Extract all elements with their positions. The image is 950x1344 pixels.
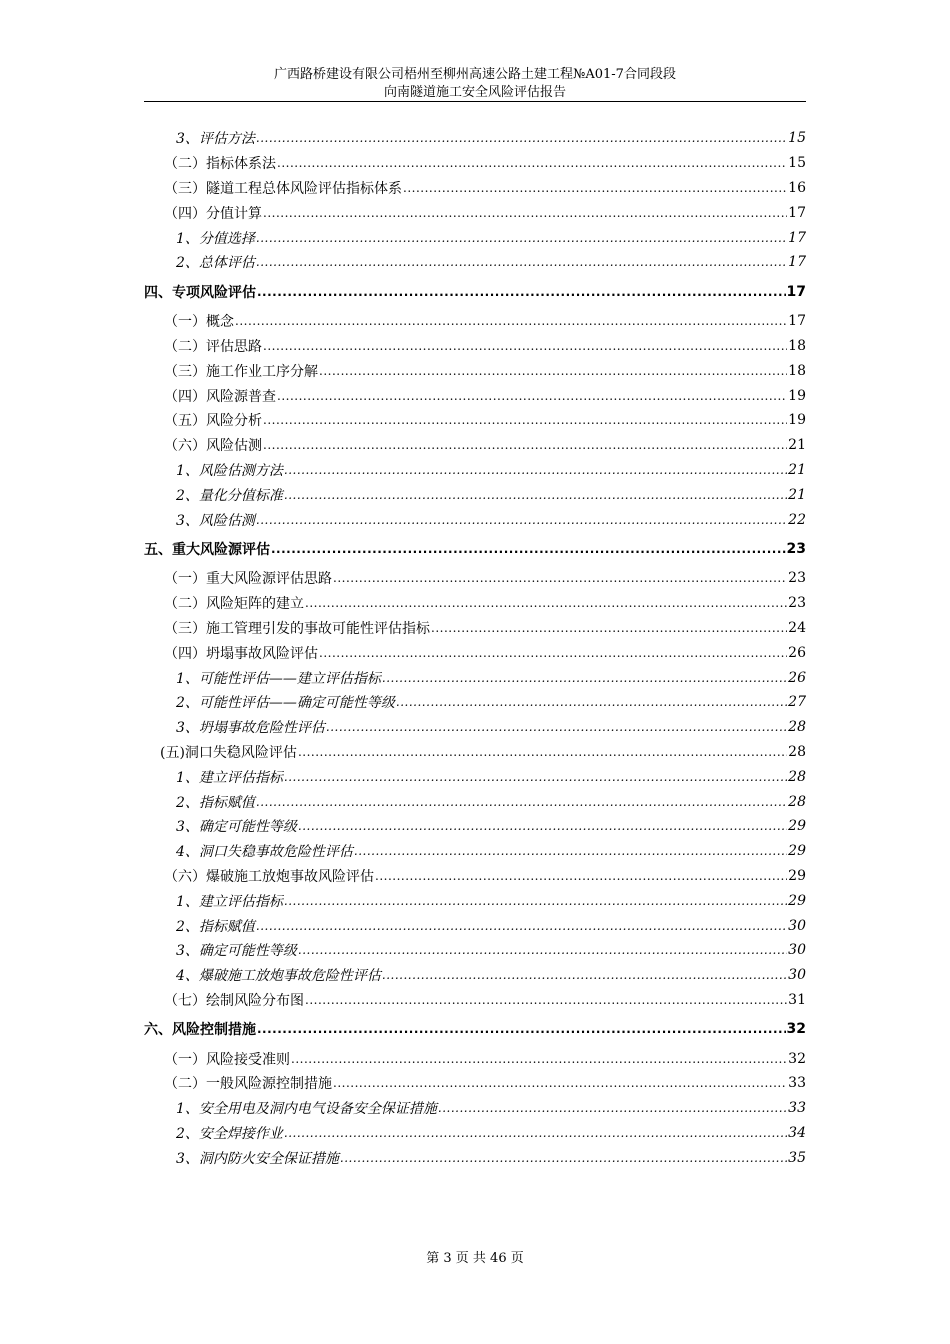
toc-entry-page-number: 33 (788, 1075, 806, 1092)
toc-leader-dots (326, 720, 787, 734)
toc-entry-label: 2、总体评估 (176, 255, 255, 272)
toc-entry-label: 3、风险估测 (176, 512, 255, 529)
toc-entry[interactable] (144, 864, 806, 889)
toc-entry-label: （二）一般风险源控制措施 (164, 1076, 332, 1093)
toc-entry-label: （二）评估思路 (164, 338, 262, 355)
toc-leader-dots (431, 621, 787, 635)
toc-entry-page-number: 21 (788, 437, 806, 454)
toc-entry-page-number: 26 (788, 644, 806, 661)
toc-entry[interactable] (144, 1071, 806, 1096)
toc-entry-label: 3、确定可能性等级 (176, 819, 297, 836)
toc-entry-label: 1、建立评估指标 (176, 769, 283, 786)
toc-entry-label: 1、可能性评估——建立评估指标 (176, 670, 381, 687)
toc-entry[interactable] (144, 1121, 806, 1146)
toc-entry-label: 4、洞口失稳事故危险性评估 (176, 844, 353, 861)
toc-entry-page-number: 15 (788, 155, 806, 172)
toc-entry-page-number: 29 (788, 843, 806, 860)
toc-entry-page-number: 27 (788, 694, 806, 711)
toc-leader-dots (298, 819, 787, 833)
toc-entry-label: （二）风险矩阵的建立 (164, 596, 304, 613)
toc-entry-page-number: 33 (788, 1100, 806, 1117)
toc-entry-page-number: 17 (788, 204, 806, 221)
toc-entry[interactable] (144, 640, 806, 665)
toc-leader-dots (396, 695, 787, 709)
toc-entry-label: 四、专项风险评估 (144, 284, 256, 301)
header-line-1: 广西路桥建设有限公司梧州至柳州高速公路土建工程№A01-7合同段段 (274, 67, 676, 82)
toc-entry[interactable] (144, 408, 806, 433)
toc-entry-page-number: 35 (788, 1149, 806, 1166)
toc-entry-label: 3、坍塌事故危险性评估 (176, 720, 325, 737)
toc-entry-page-number: 16 (788, 179, 806, 196)
toc-entry[interactable] (144, 789, 806, 814)
toc-entry-page-number: 17 (788, 313, 806, 330)
toc-entry-page-number: 15 (788, 130, 806, 147)
toc-leader-dots (319, 364, 787, 378)
toc-entry[interactable] (144, 715, 806, 740)
toc-leader-dots (256, 131, 787, 145)
toc-leader-dots (319, 646, 787, 660)
toc-entry[interactable] (144, 507, 806, 532)
toc-leader-dots (305, 596, 787, 610)
toc-entry-label: 4、爆破施工放炮事故危险性评估 (176, 968, 381, 985)
toc-entry-label: 2、可能性评估——确定可能性等级 (176, 695, 395, 712)
toc-entry[interactable] (144, 764, 806, 789)
toc-entry-label: 2、量化分值标准 (176, 487, 283, 504)
toc-entry[interactable] (144, 1145, 806, 1170)
toc-entry[interactable] (144, 176, 806, 201)
toc-entry-label: 五、重大风险源评估 (144, 541, 270, 558)
toc-entry-page-number: 18 (788, 337, 806, 354)
toc-entry[interactable] (144, 888, 806, 913)
toc-entry[interactable] (144, 334, 806, 359)
toc-leader-dots (284, 770, 787, 784)
toc-entry-label: （四）坍塌事故风险评估 (164, 645, 318, 662)
toc-entry-page-number: 21 (788, 486, 806, 503)
toc-leader-dots (263, 413, 787, 427)
toc-entry[interactable] (144, 913, 806, 938)
toc-entry-label: （一）概念 (164, 314, 234, 331)
toc-entry[interactable] (144, 740, 806, 765)
toc-leader-dots (263, 206, 787, 220)
toc-entry-label: （六）风险估测 (164, 438, 262, 455)
toc-entry-page-number: 23 (786, 540, 806, 557)
toc-entry[interactable] (144, 458, 806, 483)
toc-entry[interactable] (144, 616, 806, 641)
toc-entry-label: 六、风险控制措施 (144, 1022, 256, 1039)
toc-leader-dots (235, 314, 787, 328)
toc-entry-page-number: 17 (786, 283, 806, 300)
toc-entry[interactable] (144, 1046, 806, 1071)
toc-entry-page-number: 29 (788, 892, 806, 909)
toc-entry-label: 3、洞内防火安全保证措施 (176, 1150, 339, 1167)
toc-entry-page-number: 30 (788, 942, 806, 959)
toc-entry[interactable] (144, 938, 806, 963)
toc-entry-label: 2、安全焊接作业 (176, 1126, 283, 1143)
toc-entry-label: 1、安全用电及洞内电气设备安全保证措施 (176, 1101, 437, 1118)
toc-entry-page-number: 30 (788, 917, 806, 934)
toc-leader-dots (257, 1022, 786, 1036)
toc-entry-page-number: 19 (788, 412, 806, 429)
toc-entry-label: （一）风险接受准则 (164, 1051, 290, 1068)
toc-entry[interactable] (144, 433, 806, 458)
toc-entry-label: 1、建立评估指标 (176, 893, 283, 910)
toc-leader-dots (256, 231, 787, 245)
toc-entry-page-number: 31 (788, 991, 806, 1008)
toc-entry[interactable] (144, 988, 806, 1013)
toc-entry-page-number: 23 (788, 570, 806, 587)
toc-leader-dots (403, 181, 787, 195)
toc-entry-label: 2、指标赋值 (176, 794, 255, 811)
toc-entry[interactable] (144, 250, 806, 275)
toc-entry-label: 2、指标赋值 (176, 918, 255, 935)
toc-entry-page-number: 23 (788, 595, 806, 612)
toc-leader-dots (305, 993, 787, 1007)
table-of-contents (144, 126, 806, 1170)
page-header (144, 66, 806, 102)
toc-entry[interactable] (144, 839, 806, 864)
toc-entry-page-number: 18 (788, 362, 806, 379)
toc-entry-label: （六）爆破施工放炮事故风险评估 (164, 868, 374, 885)
toc-entry-page-number: 28 (788, 793, 806, 810)
toc-leader-dots (340, 1151, 787, 1165)
toc-entry-label: （四）风险源普查 (164, 388, 276, 405)
toc-entry-page-number: 24 (788, 619, 806, 636)
toc-entry[interactable] (144, 225, 806, 250)
toc-leader-dots (256, 255, 787, 269)
toc-entry-label: (五)洞口失稳风险评估 (160, 744, 297, 761)
toc-entry[interactable] (144, 358, 806, 383)
page-footer: 第 3 页 共 46 页 (426, 1251, 524, 1266)
toc-entry-label: 3、确定可能性等级 (176, 943, 297, 960)
toc-leader-dots (382, 968, 787, 982)
toc-entry-page-number: 28 (788, 768, 806, 785)
toc-leader-dots (298, 745, 787, 759)
toc-entry-page-number: 22 (788, 511, 806, 528)
toc-leader-dots (277, 389, 787, 403)
toc-entry[interactable] (144, 665, 806, 690)
toc-leader-dots (256, 795, 787, 809)
toc-leader-dots (256, 919, 787, 933)
toc-leader-dots (284, 488, 787, 502)
toc-entry[interactable] (144, 200, 806, 225)
toc-leader-dots (291, 1052, 787, 1066)
toc-leader-dots (271, 542, 786, 556)
toc-entry[interactable] (144, 275, 806, 309)
header-rule (144, 101, 806, 102)
toc-entry[interactable] (144, 566, 806, 591)
toc-entry-page-number: 29 (788, 867, 806, 884)
toc-leader-dots (263, 339, 787, 353)
toc-leader-dots (263, 438, 787, 452)
toc-entry-page-number: 28 (788, 719, 806, 736)
toc-leader-dots (354, 844, 787, 858)
toc-entry[interactable] (144, 151, 806, 176)
toc-leader-dots (277, 156, 787, 170)
toc-leader-dots (284, 894, 787, 908)
toc-leader-dots (284, 1126, 787, 1140)
toc-leader-dots (438, 1101, 787, 1115)
toc-leader-dots (257, 285, 786, 299)
toc-leader-dots (298, 943, 787, 957)
toc-entry-page-number: 17 (788, 254, 806, 271)
toc-entry-label: （二）指标体系法 (164, 156, 276, 173)
toc-entry[interactable] (144, 963, 806, 988)
toc-entry-page-number: 28 (788, 743, 806, 760)
toc-entry[interactable] (144, 814, 806, 839)
toc-entry[interactable] (144, 383, 806, 408)
toc-entry[interactable] (144, 690, 806, 715)
toc-entry[interactable] (144, 1096, 806, 1121)
toc-entry-label: （三）隧道工程总体风险评估指标体系 (164, 180, 402, 197)
toc-entry-label: （四）分值计算 (164, 205, 262, 222)
toc-entry[interactable] (144, 482, 806, 507)
toc-leader-dots (375, 869, 787, 883)
toc-entry-label: （一）重大风险源评估思路 (164, 571, 332, 588)
toc-entry-page-number: 17 (788, 229, 806, 246)
toc-entry[interactable] (144, 1012, 806, 1046)
toc-leader-dots (333, 1076, 787, 1090)
toc-entry-label: 1、风险估测方法 (176, 462, 283, 479)
toc-entry[interactable] (144, 309, 806, 334)
header-line-2: 向南隧道施工安全风险评估报告 (383, 85, 566, 100)
toc-entry-label: （七）绘制风险分布图 (164, 992, 304, 1009)
toc-entry[interactable] (144, 591, 806, 616)
toc-leader-dots (333, 571, 787, 585)
toc-entry-label: 1、分值选择 (176, 230, 255, 247)
toc-entry-page-number: 30 (788, 967, 806, 984)
toc-entry-label: （三）施工作业工序分解 (164, 363, 318, 380)
toc-leader-dots (256, 513, 787, 527)
toc-entry-page-number: 26 (788, 669, 806, 686)
toc-entry-page-number: 29 (788, 818, 806, 835)
toc-entry[interactable] (144, 126, 806, 151)
toc-entry-page-number: 19 (788, 387, 806, 404)
toc-entry-label: 3、评估方法 (176, 131, 255, 148)
toc-entry-page-number: 32 (786, 1021, 806, 1038)
toc-leader-dots (382, 671, 787, 685)
toc-entry-page-number: 21 (788, 461, 806, 478)
toc-entry-page-number: 34 (788, 1125, 806, 1142)
toc-entry-label: （五）风险分析 (164, 413, 262, 430)
toc-entry-label: （三）施工管理引发的事故可能性评估指标 (164, 620, 430, 637)
toc-entry[interactable] (144, 532, 806, 566)
toc-entry-page-number: 32 (788, 1050, 806, 1067)
toc-leader-dots (284, 463, 787, 477)
